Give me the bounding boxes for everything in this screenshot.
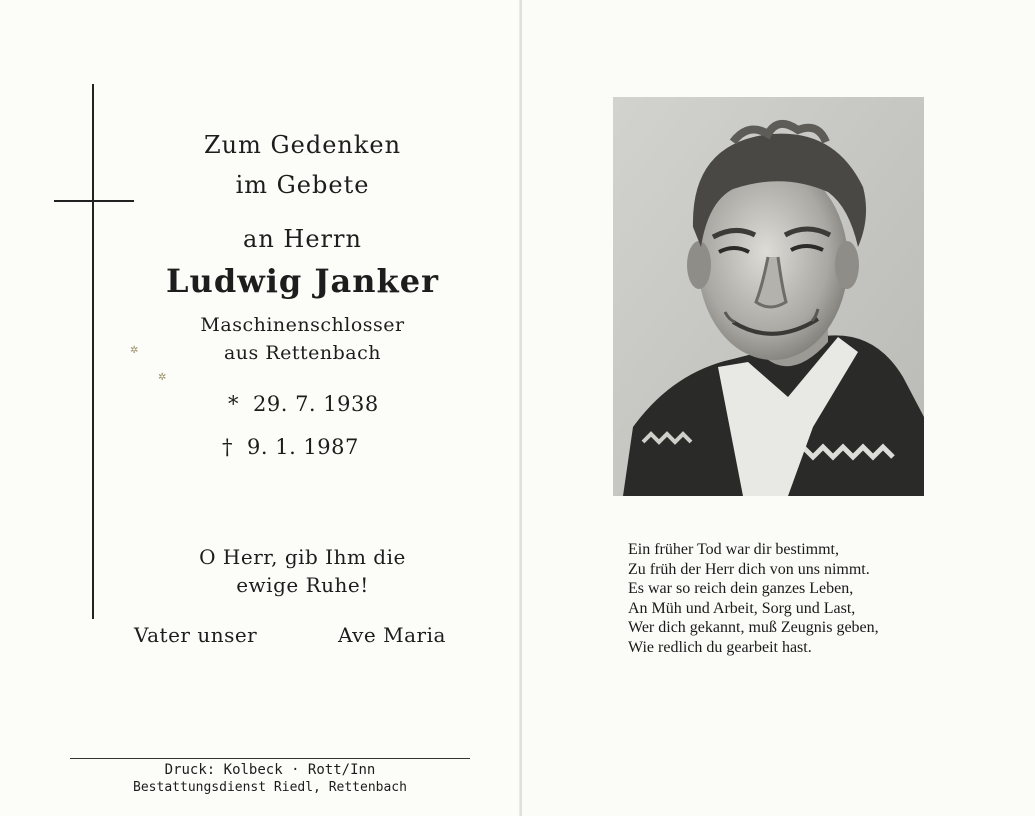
paper-speck: ✲: [130, 345, 139, 356]
paper-speck: ✲: [158, 372, 167, 383]
death-cross-icon: †: [222, 435, 233, 459]
prayer-line-2: ewige Ruhe!: [236, 573, 369, 597]
portrait-photo: [613, 97, 924, 496]
poem-line: Zu früh der Herr dich von uns nimmt.: [628, 560, 870, 578]
cross-vertical-bar: [92, 84, 94, 619]
portrait-illustration: [613, 97, 924, 496]
birth-date: 29. 7. 1938: [253, 392, 379, 416]
death-date: 9. 1. 1987: [247, 435, 359, 459]
birth-star-icon: *: [228, 392, 239, 416]
poem-line: Ein früher Tod war dir bestimmt,: [628, 541, 839, 558]
heading-line-1: Zum Gedenken: [203, 131, 402, 159]
poem-line: An Müh und Arbeit, Sorg und Last,: [628, 599, 856, 617]
deceased-name: Ludwig Janker: [166, 262, 439, 300]
prayer-vater-unser: Vater unser: [134, 623, 258, 647]
origin: aus Rettenbach: [223, 342, 382, 364]
poem-line: Wie redlich du gearbeit hast.: [628, 638, 812, 656]
prayer-line-1: O Herr, gib Ihm die: [199, 545, 406, 569]
poem-line: Es war so reich dein ganzes Leben,: [628, 580, 854, 597]
birth-line: [228, 392, 379, 416]
prayer-request: [100, 543, 505, 599]
memorial-poem: [628, 540, 879, 657]
profession-block: [100, 311, 505, 367]
death-line: [222, 435, 359, 459]
salutation: an Herrn: [243, 225, 362, 253]
memorial-heading: [100, 125, 505, 205]
profession: Maschinenschlosser: [200, 314, 405, 336]
footer-divider: [70, 758, 470, 759]
poem-line: Wer dich gekannt, muß Zeugnis geben,: [628, 619, 879, 636]
printer-credit: Druck: Kolbeck · Rott/Inn: [164, 762, 376, 778]
prayer-ave-maria: Ave Maria: [338, 623, 446, 647]
heading-line-2: im Gebete: [235, 171, 370, 199]
funeral-service-credit: Bestattungsdienst Riedl, Rettenbach: [133, 780, 407, 795]
